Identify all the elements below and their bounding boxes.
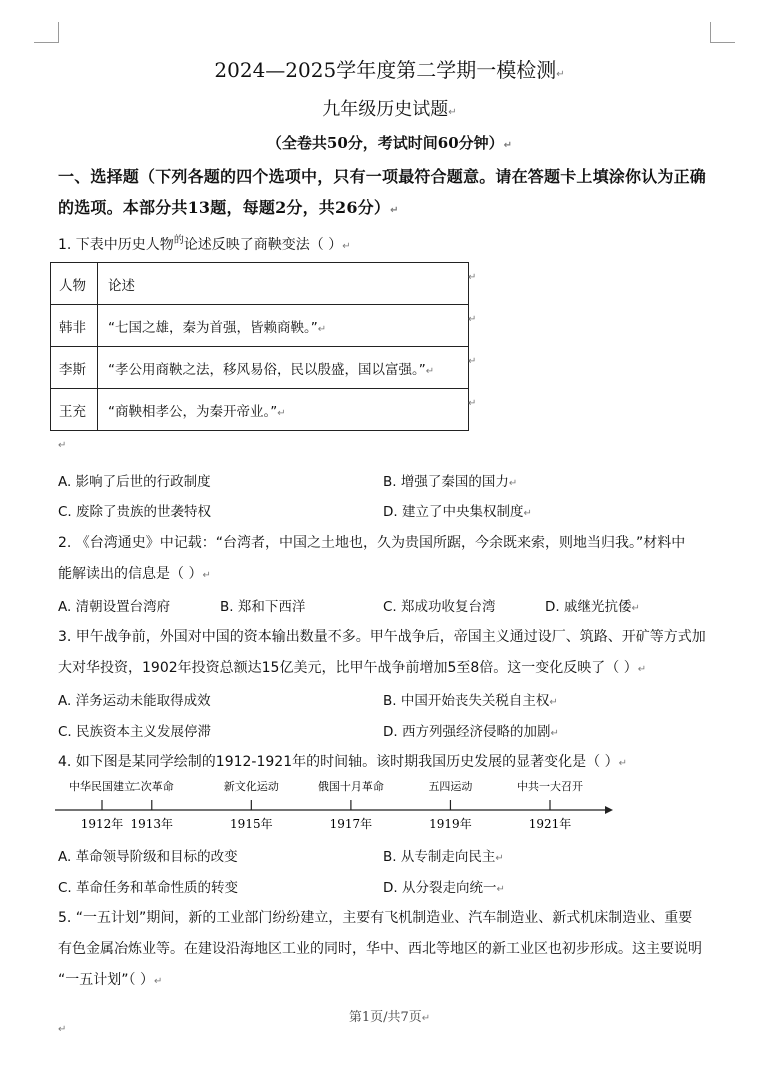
table-header-person: 人物 [51, 263, 98, 305]
question-3-line1: 3. 甲午战争前，外国对中国的资本输出数量不多。甲午战争后，帝国主义通过设厂、筑路、开矿等方式加 [58, 629, 706, 645]
section-heading-line2: 的选项。本部分共13题，每题2分，共26分）↵ [58, 198, 399, 217]
q2-option-c: C. 郑成功收复台湾 [383, 599, 496, 615]
timeline-year-label: 1919年 [429, 817, 472, 831]
q3-option-a: A. 洋务运动未能取得成效 [58, 693, 211, 709]
question-2-line2: 能解读出的信息是（ ）↵ [58, 566, 211, 582]
table-cell-person: 韩非 [51, 305, 98, 347]
paragraph-mark: ↵ [58, 440, 67, 451]
q2-option-a: A. 清朝设置台湾府 [58, 599, 171, 615]
row-end-mark: ↵ [468, 398, 477, 409]
q3-option-b: B. 中国开始丧失关税自主权↵ [383, 693, 558, 709]
row-end-mark: ↵ [468, 356, 477, 367]
question-1-table [50, 262, 469, 431]
timeline-year-label: 1915年 [230, 817, 273, 831]
question-3-line2: 大对华投资，1902年投资总额达15亿美元，比甲午战争前增加5至8倍。这一变化反映了（ ）↵ [58, 660, 647, 676]
exam-note: （全卷共50分，考试时间60分钟）↵ [266, 134, 513, 152]
question-5-line1: 5. “一五计划”期间，新的工业部门纷纷建立，主要有飞机制造业、汽车制造业、新式机床制造业、重要 [58, 910, 693, 926]
question-1-stem: 1. 下表中历史人物$^的$论述反映了商鞅变法（ ）↵ [58, 235, 351, 253]
table-row [51, 305, 469, 347]
q1-option-c: C. 废除了贵族的世袭特权 [58, 504, 212, 520]
crop-mark-top-right [710, 22, 735, 43]
question-2-line1: 2. 《台湾通史》中记载：“台湾者，中国之土地也，久为贵国所踞，今余既来索，则地当归我。”材料中 [58, 535, 686, 551]
paragraph-mark: ↵ [58, 1024, 67, 1035]
timeline-year-label: 1921年 [528, 817, 572, 831]
timeline-arrow [605, 806, 613, 814]
timeline-event-label: 中共一大召开 [517, 780, 583, 793]
table-cell-statement: “七国之雄，秦为首强，皆赖商鞅。”↵ [98, 305, 469, 347]
table-row [51, 263, 469, 305]
timeline-event-label: 新文化运动 [223, 780, 279, 793]
table-row [51, 347, 469, 389]
q4-option-c: C. 革命任务和革命性质的转变 [58, 880, 239, 896]
q2-option-b: B. 郑和下西洋 [220, 599, 306, 615]
question-5-line3: “一五计划”（ ）↵ [58, 972, 163, 988]
row-end-mark: ↵ [468, 314, 477, 325]
page-footer: 第1页/共7页↵ [348, 1010, 431, 1025]
table-cell-person: 李斯 [51, 347, 98, 389]
q3-option-c: C. 民族资本主义发展停滞 [58, 724, 212, 740]
table-header-statement: 论述 [98, 263, 469, 305]
timeline-event-label: 二次革命 [129, 780, 174, 793]
exam-subtitle: 九年级历史试题↵ [322, 99, 457, 120]
q4-option-d: D. 从分裂走向统一↵ [383, 880, 505, 896]
timeline-year-label: 1917年 [329, 817, 373, 831]
question-4-stem: 4. 如下图是某同学绘制的1912-1921年的时间轴。该时期我国历史发展的显著变化是（ ）↵ [58, 754, 627, 770]
q4-option-b: B. 从专制走向民主↵ [383, 849, 504, 865]
timeline-diagram [50, 776, 620, 836]
row-end-mark: ↵ [468, 272, 477, 283]
timeline-event-label: 俄国十月革命 [317, 780, 384, 793]
table-row [51, 389, 469, 431]
q2-option-d: D. 戚继光抗倭↵ [545, 599, 640, 615]
timeline-event-label: 五四运动 [428, 780, 473, 793]
crop-mark-top-left [34, 22, 59, 43]
q3-option-d: D. 西方列强经济侵略的加剧↵ [383, 724, 559, 740]
section-heading-line1: 一、选择题（下列各题的四个选项中，只有一项最符合题意。请在答题卡上填涂你认为正确 [58, 167, 707, 186]
exam-title: 2024—2025学年度第二学期一模检测↵ [214, 58, 565, 82]
timeline-year-label: 1912年 [80, 817, 124, 831]
timeline-year-label: 1913年 [130, 817, 174, 831]
q1-option-a: A. 影响了后世的行政制度 [58, 474, 211, 490]
table-cell-statement: “孝公用商鞅之法，移风易俗，民以殷盛，国以富强。”↵ [98, 347, 469, 389]
q4-option-a: A. 革命领导阶级和目标的改变 [58, 849, 238, 865]
timeline-event-label: 中华民国建立 [69, 780, 135, 793]
question-5-line2: 有色金属冶炼业等。在建设沿海地区工业的同时，华中、西北等地区的新工业区也初步形成。这主要说明 [58, 941, 702, 957]
q1-option-b: B. 增强了秦国的国力↵ [383, 474, 518, 490]
table-cell-statement: “商鞅相孝公，为秦开帝业。”↵ [98, 389, 469, 431]
q1-option-d: D. 建立了中央集权制度↵ [383, 504, 532, 520]
table-cell-person: 王充 [51, 389, 98, 431]
